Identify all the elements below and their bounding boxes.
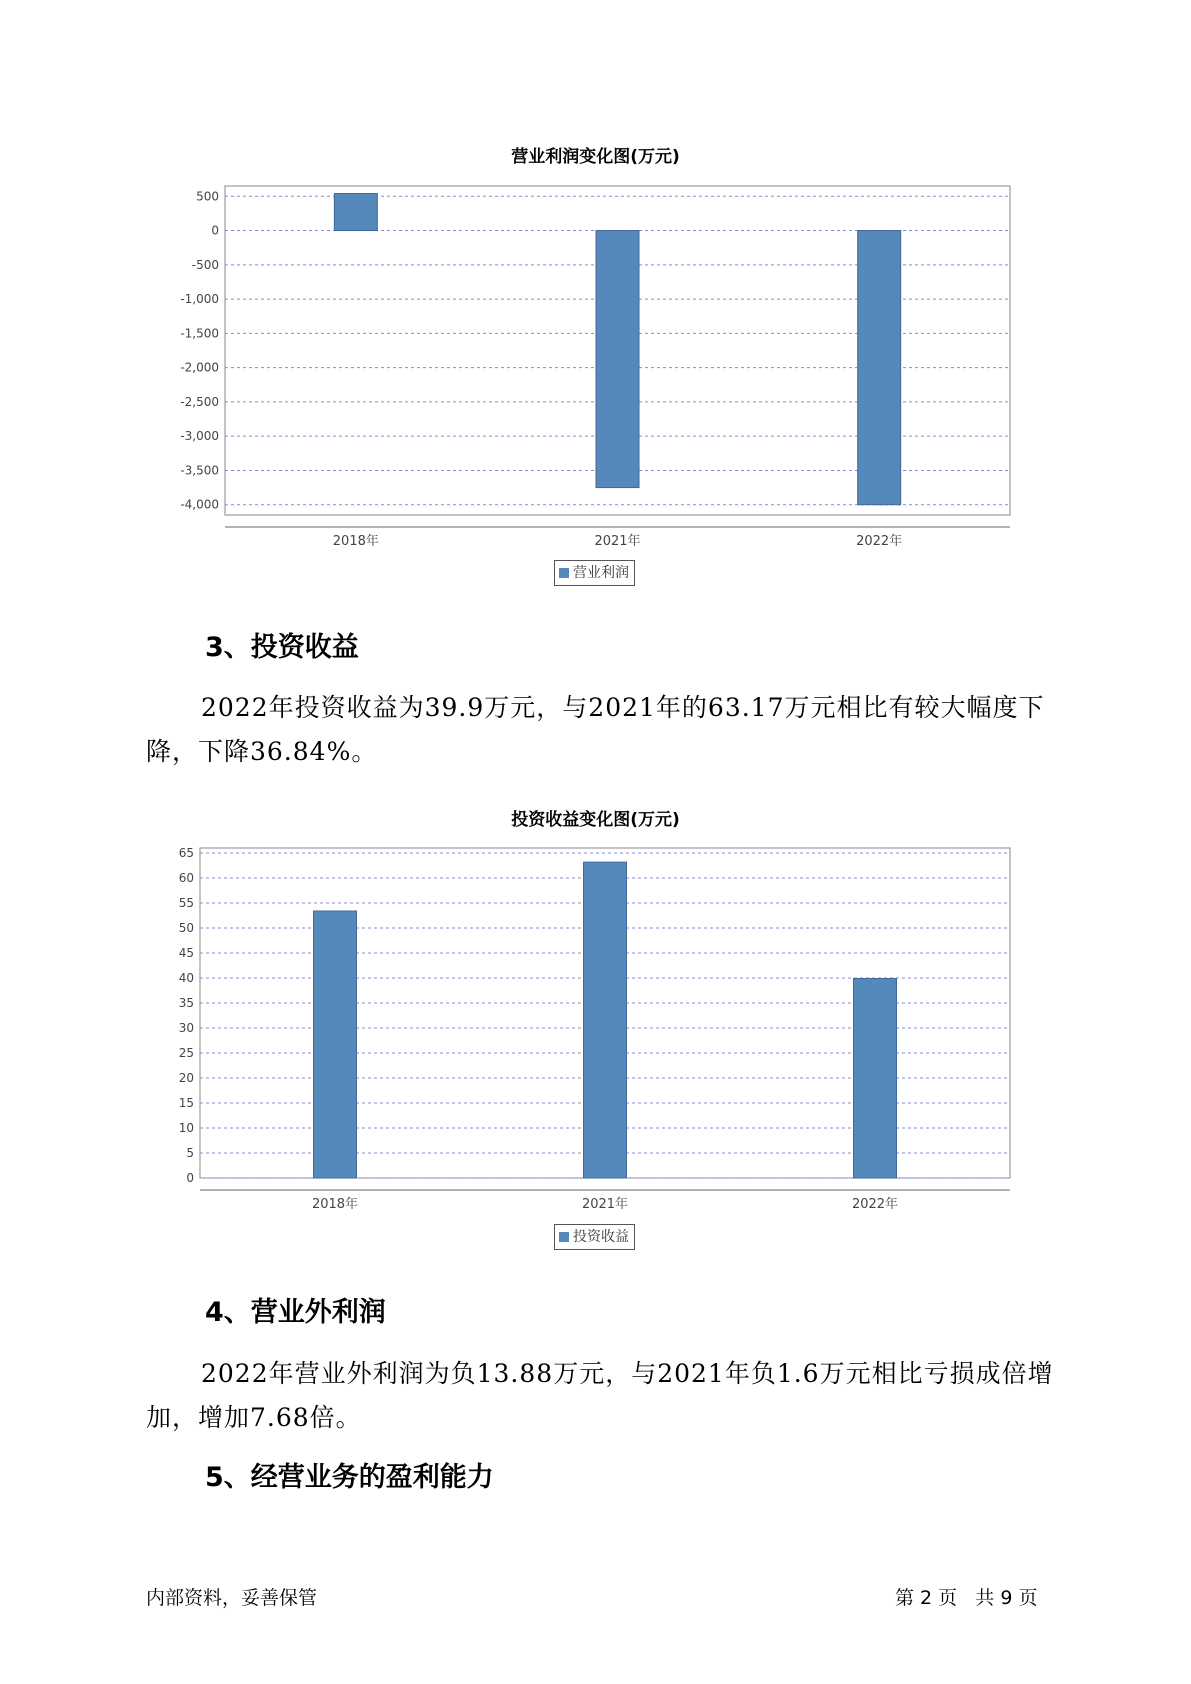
y-tick-label: 65 bbox=[178, 846, 194, 860]
paragraph-investment: 2022年投资收益为39.9万元，与2021年的63.17万元相比有较大幅度下降，下降36.84%。 bbox=[146, 693, 1045, 766]
y-tick-label: 30 bbox=[178, 1021, 194, 1035]
x-category-label: 2018年 bbox=[311, 1197, 359, 1212]
x-category-label: 2021年 bbox=[594, 534, 641, 549]
y-tick-label: 45 bbox=[178, 946, 194, 960]
bar-2022 bbox=[854, 979, 897, 1179]
y-tick-label: 500 bbox=[196, 189, 219, 204]
y-tick-label: -1,000 bbox=[180, 292, 219, 307]
section-heading-profitability: 5、经营业务的盈利能力 bbox=[205, 1462, 494, 1493]
y-tick-label: 60 bbox=[178, 871, 194, 885]
footer-confidential-note: 内部资料，妥善保管 bbox=[146, 1587, 318, 1609]
y-tick-label: -2,500 bbox=[180, 394, 219, 409]
paragraph-non-operating: 2022年营业外利润为负13.88万元，与2021年负1.6万元相比亏损成倍增加，增加7.68倍。 bbox=[146, 1359, 1054, 1432]
legend-label: 投资收益 bbox=[573, 1229, 629, 1245]
y-tick-label: -4,000 bbox=[180, 497, 219, 512]
x-category-label: 2022年 bbox=[856, 534, 903, 549]
section-heading-investment: 3、投资收益 bbox=[205, 632, 359, 663]
x-category-label: 2021年 bbox=[581, 1197, 629, 1212]
y-tick-label: 0 bbox=[211, 223, 219, 238]
y-tick-label: -2,000 bbox=[180, 360, 219, 375]
legend-swatch bbox=[559, 1232, 569, 1242]
chart-title-investment-income: 投资收益变化图(万元) bbox=[511, 810, 680, 830]
bar-2021 bbox=[584, 862, 627, 1178]
y-tick-label: 25 bbox=[178, 1046, 194, 1060]
y-tick-label: 50 bbox=[178, 921, 194, 935]
x-category-label: 2022年 bbox=[851, 1197, 899, 1212]
y-tick-label: 40 bbox=[178, 971, 194, 985]
y-tick-label: 20 bbox=[178, 1071, 194, 1085]
chart-legend-investment-income bbox=[554, 1224, 635, 1250]
y-tick-label: -3,500 bbox=[180, 463, 219, 478]
y-tick-label: 55 bbox=[178, 896, 194, 910]
chart-title-operating-profit: 营业利润变化图(万元) bbox=[511, 147, 680, 167]
y-tick-label: 35 bbox=[178, 996, 194, 1010]
y-tick-label: 0 bbox=[186, 1171, 194, 1185]
y-tick-label: -500 bbox=[191, 257, 219, 272]
y-tick-label: 5 bbox=[186, 1146, 194, 1160]
legend-label: 营业利润 bbox=[573, 565, 629, 581]
y-tick-label: -3,000 bbox=[180, 429, 219, 444]
y-tick-label: 15 bbox=[178, 1096, 194, 1110]
y-tick-label: 10 bbox=[178, 1121, 194, 1135]
y-tick-label: -1,500 bbox=[180, 326, 219, 341]
bar-2018 bbox=[314, 911, 357, 1178]
footer-page-number: 第 2 页 共 9 页 bbox=[895, 1587, 1038, 1609]
section-heading-non-operating: 4、营业外利润 bbox=[205, 1297, 386, 1328]
x-category-label: 2018年 bbox=[332, 534, 379, 549]
